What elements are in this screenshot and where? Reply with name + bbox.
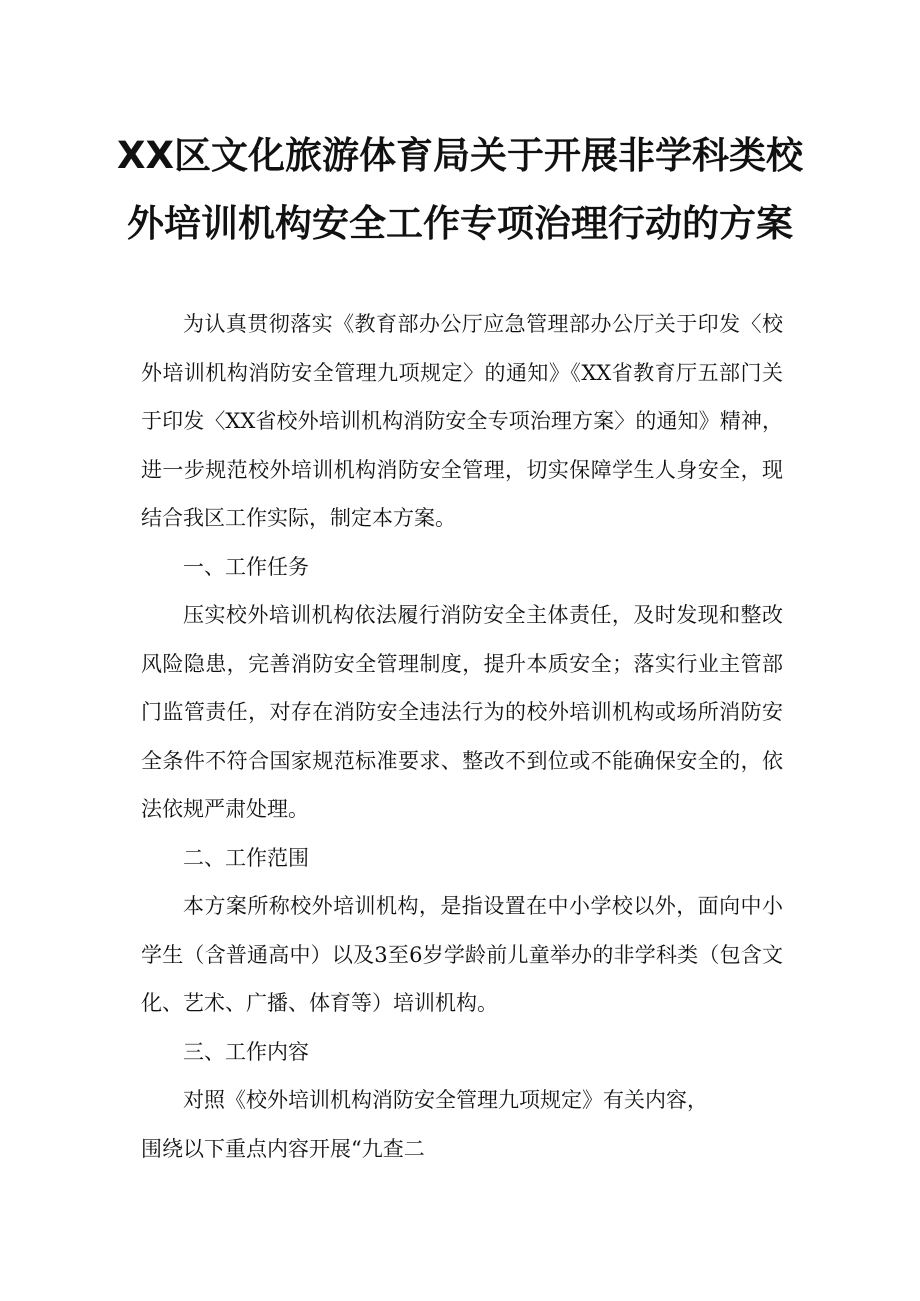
title-line-2: 外培训机构安全工作专项治理行动的方案 bbox=[127, 202, 793, 245]
section-2-heading: 二、工作范围 bbox=[183, 845, 309, 870]
section-3-heading: 三、工作内容 bbox=[183, 1039, 309, 1064]
section-3-paragraph-line-1: 对照《校外培训机构消防安全管理九项规定》有关内容， bbox=[183, 1088, 708, 1112]
intro-paragraph: 为认真贯彻落实《教育部办公厅应急管理部办公厅关于印发〈校外培训机构消防安全管理九项规定〉的通知》《XX省教育厅五部门关于印发〈XX省校外培训机构消防安全专项治理方案〉的通知》精神，进一步规范校外培训机构消防安全管理，切实保障学生人身安全，现结合我区工作实际，制定本方案。 bbox=[141, 312, 783, 530]
section-2-paragraph: 本方案所称校外培训机构，是指设置在中小学校以外，面向中小学生（含普通高中）以及3至6岁学龄前儿童举办的非学科类（包含文化、艺术、广播、体育等）培训机构。 bbox=[141, 894, 783, 1015]
title-line-1: XX区文化旅游体育局关于开展非学科类校 bbox=[116, 134, 804, 177]
section-1-paragraph: 压实校外培训机构依法履行消防安全主体责任，及时发现和整改风险隐患，完善消防安全管理制度，提升本质安全；落实行业主管部门监管责任，对存在消防安全违法行为的校外培训机构或场所消防安全条件不符合国家规范标准要求、整改不到位或不能确保安全的，依法依规严肃处理。 bbox=[141, 603, 783, 821]
section-3-paragraph-line-2: 围绕以下重点内容开展“九查二 bbox=[141, 1136, 425, 1161]
document-body bbox=[141, 300, 783, 1173]
document-title bbox=[110, 122, 810, 258]
section-1-heading: 一、工作任务 bbox=[183, 554, 309, 579]
